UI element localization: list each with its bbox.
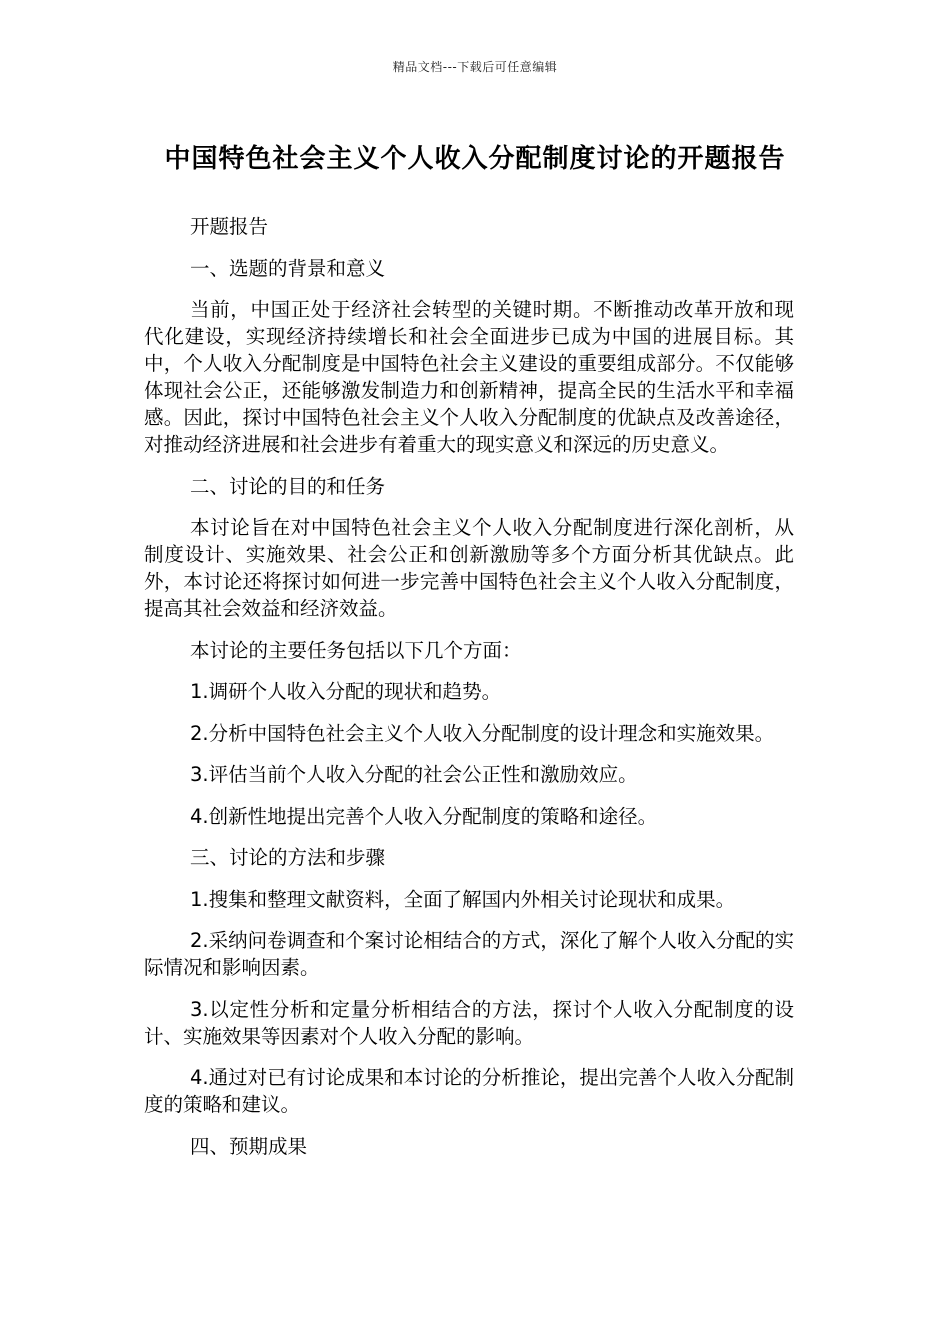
- list-item-method-4: 4.通过对已有讨论成果和本讨论的分析推论，提出完善个人收入分配制度的策略和建议。: [144, 1066, 794, 1116]
- list-item-method-3: 3.以定性分析和定量分析相结合的方法，探讨个人收入分配制度的设计、实施效果等因素对个人收入分配的影响。: [144, 997, 794, 1048]
- section-heading-purpose: 二、讨论的目的和任务: [190, 474, 386, 498]
- section-heading-expected-results: 四、预期成果: [190, 1134, 308, 1158]
- document-body: [144, 213, 794, 1174]
- paragraph-background: 当前，中国正处于经济社会转型的关键时期。不断推动改革开放和现代化建设，实现经济持续增长和社会全面进步已成为中国的进展目标。其中，个人收入分配制度是中国特色社会主义建设的重要组成部分。不仅能够体现社会公正，还能够激发制造力和创新精神，提高全民的生活水平和幸福感。因此，探讨中国特色社会主义个人收入分配制度的优缺点及改善途径，对推动经济进展和社会进步有着重大的现实意义和深远的历史意义。: [144, 298, 794, 456]
- header-note: 精品文档---下载后可任意编辑: [392, 60, 558, 74]
- section-heading-background: 一、选题的背景和意义: [190, 256, 386, 280]
- paragraph-report-label: 开题报告: [190, 215, 269, 238]
- list-item-task-3: 3.评估当前个人收入分配的社会公正性和激励效应。: [190, 763, 638, 786]
- list-item-method-2: 2.采纳问卷调查和个案讨论相结合的方式，深化了解个人收入分配的实际情况和影响因素。: [144, 929, 794, 979]
- paragraph-tasks-intro: 本讨论的主要任务包括以下几个方面：: [190, 638, 522, 662]
- document-title: 中国特色社会主义个人收入分配制度讨论的开题报告: [164, 144, 786, 174]
- list-item-method-1: 1.搜集和整理文献资料，全面了解国内外相关讨论现状和成果。: [190, 887, 736, 911]
- list-item-task-1: 1.调研个人收入分配的现状和趋势。: [190, 680, 502, 703]
- list-item-task-4: 4.创新性地提出完善个人收入分配制度的策略和途径。: [190, 804, 658, 828]
- list-item-task-2: 2.分析中国特色社会主义个人收入分配制度的设计理念和实施效果。: [190, 721, 775, 745]
- section-heading-methods: 三、讨论的方法和步骤: [190, 846, 386, 869]
- paragraph-purpose: 本讨论旨在对中国特色社会主义个人收入分配制度进行深化剖析，从制度设计、实施效果、社会公正和创新激励等多个方面分析其优缺点。此外，本讨论还将探讨如何进一步完善中国特色社会主义个人收入分配制度，提高其社会效益和经济效益。: [144, 516, 794, 620]
